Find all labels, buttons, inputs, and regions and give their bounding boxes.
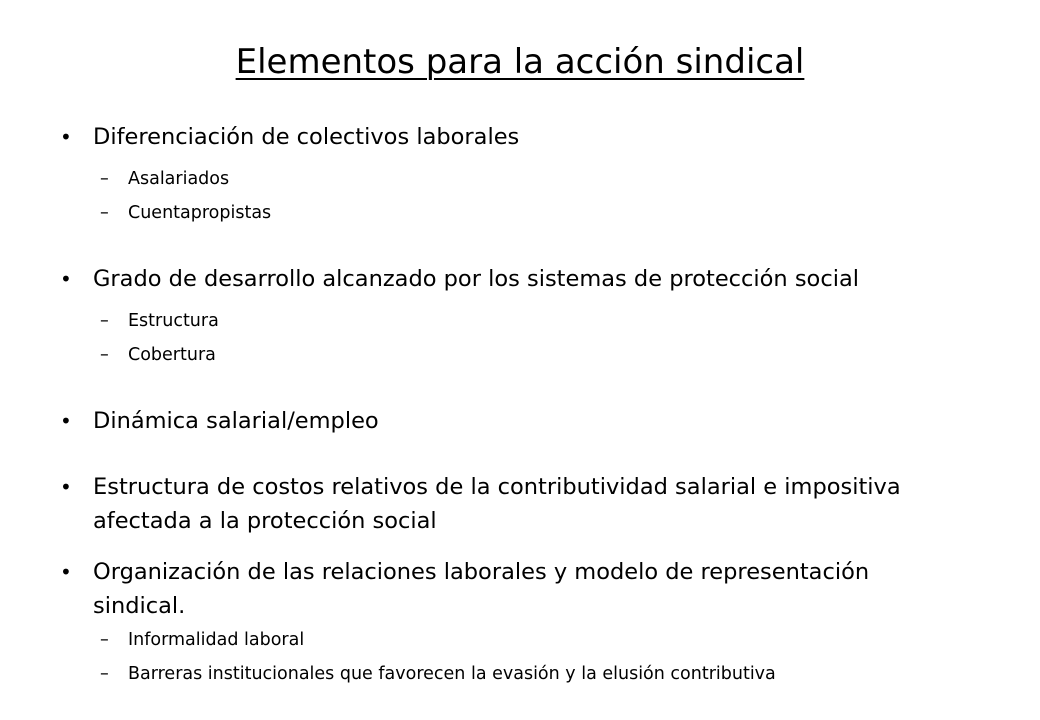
bullet-row bbox=[60, 404, 960, 438]
dash-icon: – bbox=[100, 345, 109, 365]
bullet-dot-icon: • bbox=[60, 560, 72, 584]
bullet-text: Dinámica salarial/empleo bbox=[93, 408, 379, 434]
bullet-row bbox=[60, 262, 960, 296]
sub-item-text: Barreras institucionales que favorecen la evasión y la elusión contributiva bbox=[128, 664, 776, 684]
sub-item bbox=[60, 657, 960, 691]
bullet-item bbox=[60, 555, 960, 691]
slide-title: Elementos para la acción sindical bbox=[235, 42, 805, 82]
sub-item-text: Cobertura bbox=[128, 345, 216, 365]
bullet-text: Grado de desarrollo alcanzado por los sistemas de protección social bbox=[93, 266, 859, 292]
dash-icon: – bbox=[100, 169, 109, 189]
dash-icon: – bbox=[100, 664, 109, 684]
dash-icon: – bbox=[100, 630, 109, 650]
dash-icon: – bbox=[100, 203, 109, 223]
sub-item bbox=[60, 162, 960, 196]
sub-list bbox=[60, 304, 960, 372]
bullet-row bbox=[60, 470, 960, 538]
sub-item bbox=[60, 623, 960, 657]
bullet-row bbox=[60, 555, 960, 623]
sub-item-text: Asalariados bbox=[128, 169, 230, 189]
bullet-row bbox=[60, 120, 960, 154]
sub-item bbox=[60, 304, 960, 338]
sub-item-text: Estructura bbox=[128, 311, 219, 331]
sub-item-text: Cuentapropistas bbox=[128, 203, 272, 223]
bullet-item bbox=[60, 120, 960, 230]
bullet-dot-icon: • bbox=[60, 475, 72, 499]
sub-list bbox=[60, 162, 960, 230]
bullet-item bbox=[60, 262, 960, 372]
bullet-dot-icon: • bbox=[60, 409, 72, 433]
dash-icon: – bbox=[100, 311, 109, 331]
bullet-text: Estructura de costos relativos de la contributividad salarial e impositiva afectada a la protección social bbox=[93, 474, 901, 534]
sub-item bbox=[60, 338, 960, 372]
bullet-item bbox=[60, 404, 960, 438]
sub-item bbox=[60, 196, 960, 230]
bullet-text: Diferenciación de colectivos laborales bbox=[93, 124, 520, 150]
bullet-item bbox=[60, 470, 960, 538]
sub-item-text: Informalidad laboral bbox=[128, 630, 305, 650]
bullet-dot-icon: • bbox=[60, 125, 72, 149]
sub-list bbox=[60, 623, 960, 691]
bullet-dot-icon: • bbox=[60, 267, 72, 291]
bullet-text: Organización de las relaciones laborales y modelo de representación sindical. bbox=[93, 559, 870, 619]
